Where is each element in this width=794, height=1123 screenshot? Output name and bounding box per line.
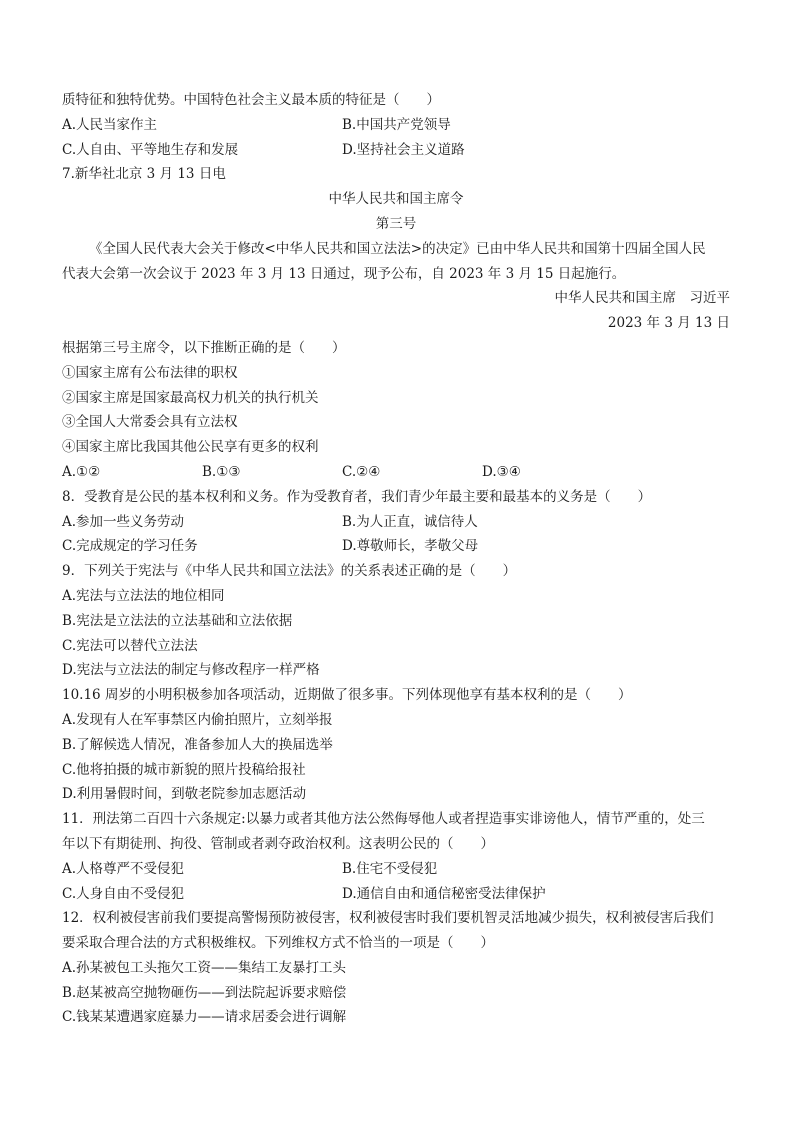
q11-option-c[interactable]: C.人身自由不受侵犯 <box>62 885 185 902</box>
q6-option-a[interactable]: A.人民当家作主 <box>62 116 158 133</box>
q11-option-b[interactable]: B.住宅不受侵犯 <box>342 860 438 877</box>
q10-option-d[interactable]: D.利用暑假时间，到敬老院参加志愿活动 <box>62 786 307 803</box>
decree-signature: 中华人民共和国主席 习近平 <box>554 290 730 307</box>
q11-options-row-1 <box>62 857 730 882</box>
q10-option-a[interactable]: A.发现有人在军事禁区内偷拍照片，立刻举报 <box>62 711 333 728</box>
q8-options-row-1 <box>62 510 730 535</box>
decree-body-line-1: 《全国人民代表大会关于修改<中华人民共和国立法法>的决定》已由中华人民共和国第十四届全国人民 <box>89 240 706 257</box>
q12-stem-line-2: 要采取合理合法的方式积极维权。下列维权方式不恰当的一项是（ ） <box>62 935 494 952</box>
exam-page <box>62 88 730 1030</box>
decree-date: 2023 年 3 月 13 日 <box>607 315 730 332</box>
q11-stem-line-2: 年以下有期徒刑、拘役、管制或者剥夺政治权利。这表明公民的（ ） <box>62 835 494 852</box>
q8-option-a[interactable]: A.参加一些义务劳动 <box>62 513 185 530</box>
q8-option-b[interactable]: B.为人正直，诚信待人 <box>342 513 478 530</box>
q9-option-a[interactable]: A.宪法与立法法的地位相同 <box>62 587 225 604</box>
q6-options-row-1 <box>62 113 730 138</box>
q7-option-a[interactable]: A.①② <box>62 463 101 480</box>
q8-stem: 8．受教育是公民的基本权利和义务。作为受教育者，我们青少年最主要和最基本的义务是（ ） <box>62 488 652 505</box>
q9-option-d[interactable]: D.宪法与立法法的制定与修改程序一样严格 <box>62 662 320 679</box>
q7-stem: 根据第三号主席令，以下推断正确的是（ ） <box>62 339 346 356</box>
q9-option-b[interactable]: B.宪法是立法法的立法基础和立法依据 <box>62 612 293 629</box>
q12-option-c[interactable]: C.钱某某遭遇家庭暴力——请求居委会进行调解 <box>62 1009 347 1026</box>
decree-body-line-2: 代表大会第一次会议于 2023 年 3 月 13 日通过，现予公布，自 2023 年 3 月 15 日起施行。 <box>62 265 626 282</box>
q7-statement-1: ①国家主席有公布法律的职权 <box>62 364 238 381</box>
decree-title: 中华人民共和国主席令 <box>328 191 464 208</box>
q10-stem: 10.16 周岁的小明积极参加各项活动，近期做了很多事。下列体现他享有基本权利的是（ ） <box>62 687 632 704</box>
q7-statement-4: ④国家主席比我国其他公民享有更多的权利 <box>62 439 319 456</box>
q12-option-a[interactable]: A.孙某被包工头拖欠工资——集结工友暴打工头 <box>62 959 347 976</box>
q8-option-c[interactable]: C.完成规定的学习任务 <box>62 538 198 555</box>
q11-option-a[interactable]: A.人格尊严不受侵犯 <box>62 860 185 877</box>
q7-statement-2: ②国家主席是国家最高权力机关的执行机关 <box>62 389 319 406</box>
q6-option-b[interactable]: B.中国共产党领导 <box>342 116 451 133</box>
decree-number: 第三号 <box>375 215 417 232</box>
q6-option-c[interactable]: C.人自由、平等地生存和发展 <box>62 141 239 158</box>
q9-option-c[interactable]: C.宪法可以替代立法法 <box>62 637 198 654</box>
q7-option-d[interactable]: D.③④ <box>482 463 521 480</box>
q6-stem-tail: 质特征和独特优势。中国特色社会主义最本质的特征是（ ） <box>62 92 440 108</box>
q11-option-d[interactable]: D.通信自由和通信秘密受法律保护 <box>342 885 546 902</box>
q7-statement-3: ③全国人大常委会具有立法权 <box>62 414 238 431</box>
q11-stem-line-1: 11．刑法第二百四十六条规定:以暴力或者其他方法公然侮辱他人或者捏造事实诽谤他人，情节严重的，处三 <box>62 811 705 828</box>
q7-option-b[interactable]: B.①③ <box>202 463 241 480</box>
q10-option-c[interactable]: C.他将拍摄的城市新貌的照片投稿给报社 <box>62 761 306 778</box>
q7-options-row <box>62 460 730 485</box>
q8-options-row-2 <box>62 534 730 559</box>
q7-option-c[interactable]: C.②④ <box>342 463 381 480</box>
q12-option-b[interactable]: B.赵某被高空抛物砸伤——到法院起诉要求赔偿 <box>62 984 347 1001</box>
q12-stem-line-1: 12．权利被侵害前我们要提高警惕预防被侵害，权利被侵害时我们要机智灵活地减少损失，权利被侵害后我们 <box>62 910 714 927</box>
q8-option-d[interactable]: D.尊敬师长，孝敬父母 <box>342 538 479 555</box>
q6-option-d[interactable]: D.坚持社会主义道路 <box>342 141 465 158</box>
q6-options-row-2 <box>62 138 730 163</box>
q7-lead: 7.新华社北京 3 月 13 日电 <box>62 166 226 183</box>
q9-stem: 9．下列关于宪法与《中华人民共和国立法法》的关系表述正确的是（ ） <box>62 563 517 580</box>
q10-option-b[interactable]: B.了解候选人情况，准备参加人大的换届选举 <box>62 736 333 753</box>
q11-options-row-2 <box>62 882 730 907</box>
